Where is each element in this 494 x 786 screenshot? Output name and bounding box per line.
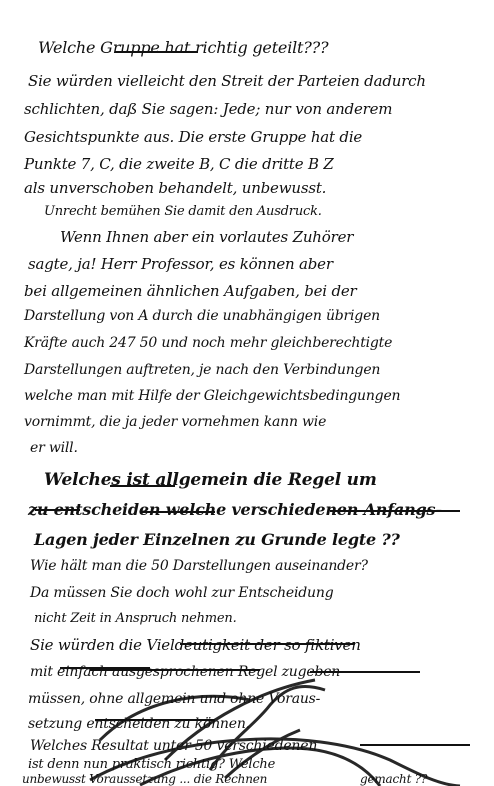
text-line: Punkte 7, C, die zweite B, C die dritte B Z: [24, 155, 334, 173]
text-line: bei allgemeinen ähnlichen Aufgaben, bei der: [24, 282, 357, 300]
text-line: Welches Resultat unter 50 verschiedenen: [30, 738, 318, 754]
text-line: Unrecht bemühen Sie damit den Ausdruck.: [44, 204, 322, 219]
text-line: gemacht ??: [360, 772, 428, 786]
text-line-emphasis: Welches ist allgemein die Regel um: [44, 470, 377, 490]
text-line: Darstellungen auftreten, je nach den Verbindungen: [24, 362, 381, 378]
text-line: Wie hält man die 50 Darstellungen auseinander?: [30, 558, 368, 574]
title-question: Welche Gruppe hat richtig geteilt???: [38, 38, 329, 57]
text-line: sagte, ja! Herr Professor, es können aber: [28, 255, 333, 273]
text-line-emphasis: zu entscheiden welche verschiedenen Anfangs-: [28, 500, 442, 519]
text-line-emphasis: Lagen jeder Einzelnen zu Grunde legte ??: [34, 530, 400, 549]
text-line: Darstellung von A durch die unabhängigen übrigen: [24, 308, 380, 324]
text-line: vornimmt, die ja jeder vornehmen kann wie: [24, 414, 327, 430]
text-line: schlichten, daß Sie sagen: Jede; nur von anderem: [24, 100, 393, 118]
text-line: müssen, ohne allgemein und ohne Voraus-: [28, 691, 321, 707]
text-line: unbewusst Voraussetzung ... die Rechnen: [22, 772, 268, 786]
text-line: Wenn Ihnen aber ein vorlautes Zuhörer: [60, 228, 354, 246]
text-line: Gesichtspunkte aus. Die erste Gruppe hat die: [24, 128, 363, 146]
text-line: Kräfte auch 247 50 und noch mehr gleichberechtigte: [24, 335, 393, 351]
text-line: mit einfach ausgesprochenen Regel zugeben: [30, 664, 341, 680]
text-line: Sie würden vielleicht den Streit der Parteien dadurch: [28, 72, 426, 90]
text-line: als unverschoben behandelt, unbewusst.: [24, 179, 327, 197]
text-line: Sie würden die Vieldeutigkeit der so fiktiven: [30, 636, 361, 654]
text-line: Da müssen Sie doch wohl zur Entscheidung: [30, 585, 334, 601]
text-line: setzung entscheiden zu können.: [28, 716, 250, 732]
text-line: er will.: [30, 440, 78, 456]
text-line: nicht Zeit in Anspruch nehmen.: [34, 611, 237, 626]
text-line: ist denn nun praktisch richtig? Welche: [28, 757, 276, 772]
text-line: welche man mit Hilfe der Gleichgewichtsbedingungen: [24, 388, 401, 404]
